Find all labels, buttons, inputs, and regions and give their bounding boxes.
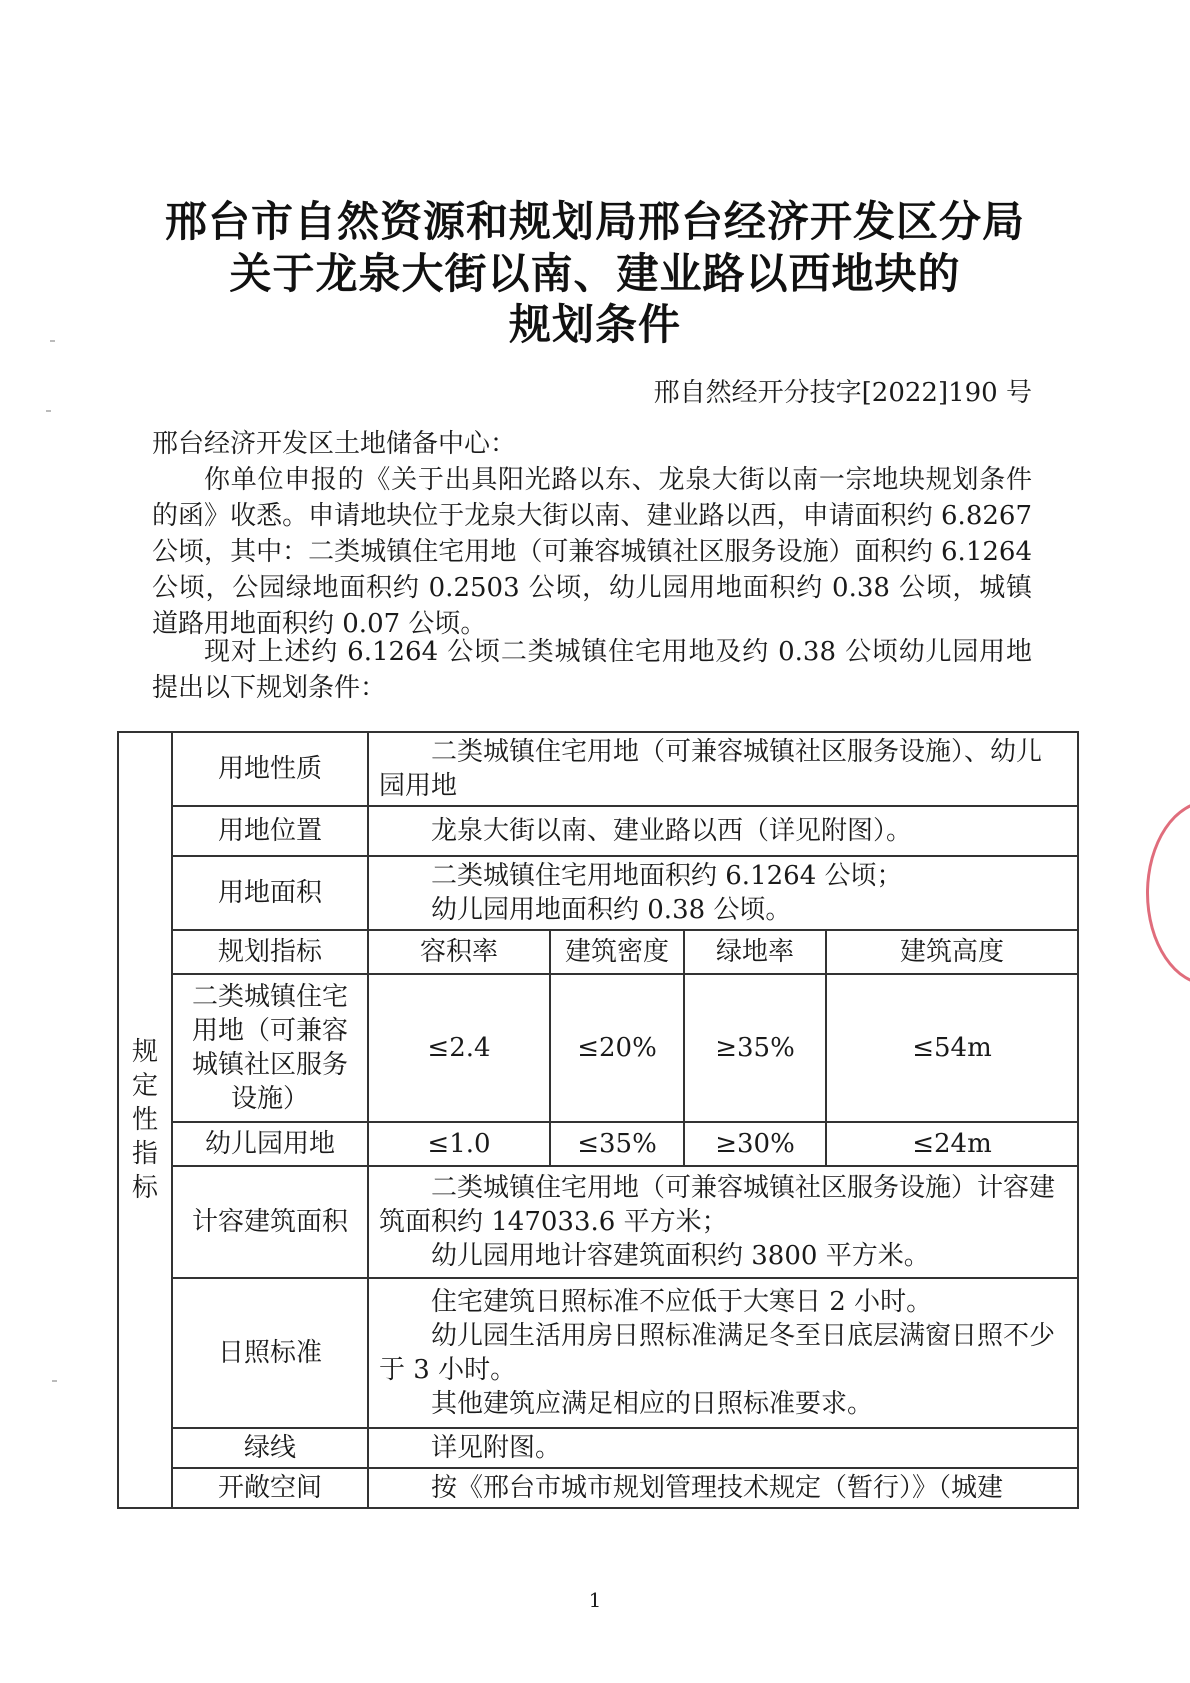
kindergarten-label: 幼儿园用地 xyxy=(172,1122,368,1166)
residential-density: ≤20% xyxy=(550,974,684,1122)
land-use-label: 用地性质 xyxy=(172,732,368,806)
location-value: 龙泉大街以南、建业路以西（详见附图）。 xyxy=(368,806,1078,856)
header-density: 建筑密度 xyxy=(550,930,684,974)
paragraph-1: 你单位申报的《关于出具阳光路以东、龙泉大街以南一宗地块规划条件的函》收悉。申请地块位于龙泉大街以南、建业路以西，申请面积约 6.8267 公顷，其中：二类城镇住宅用地（可兼容城镇社区服务设施）面积约 6.1264 公顷，公园绿地面积约 0.2503 公顷，幼儿园用地面积约 0.38 公顷，城镇道路用地面积约 0.07 公顷。 xyxy=(152,465,1032,639)
row-kindergarten xyxy=(118,1122,1078,1166)
openspace-value: 按《邢台市城市规划管理技术规定（暂行）》（城建 xyxy=(368,1468,1078,1508)
document-number: 邢自然经开分技字[2022]190 号 xyxy=(653,378,1032,408)
planning-conditions-table xyxy=(117,731,1079,1509)
sunlight-label: 日照标准 xyxy=(172,1278,368,1428)
scan-speck xyxy=(52,1380,57,1382)
kindergarten-height: ≤24m xyxy=(826,1122,1078,1166)
title-line-2: 关于龙泉大街以南、建业路以西地块的 xyxy=(229,249,961,298)
row-area xyxy=(118,856,1078,930)
row-land-use xyxy=(118,732,1078,806)
sunlight-value: 住宅建筑日照标准不应低于大寒日 2 小时。 幼儿园生活用房日照标准满足冬至日底层满窗日照不少于 3 小时。 其他建筑应满足相应的日照标准要求。 xyxy=(368,1278,1078,1428)
paragraph-2: 现对上述约 6.1264 公顷二类城镇住宅用地及约 0.38 公顷幼儿园用地提出以下规划条件： xyxy=(152,637,1032,703)
title-line-1: 邢台市自然资源和规划局邢台经济开发区分局 xyxy=(164,197,1025,246)
row-floor-area xyxy=(118,1166,1078,1278)
residential-far: ≤2.4 xyxy=(368,974,550,1122)
side-label: 规 定 性 指 标 xyxy=(118,732,172,1508)
land-use-value: 二类城镇住宅用地（可兼容城镇社区服务设施）、幼儿园用地 xyxy=(368,732,1078,806)
row-openspace xyxy=(118,1468,1078,1508)
row-residential xyxy=(118,974,1078,1122)
header-height: 建筑高度 xyxy=(826,930,1078,974)
greenline-value: 详见附图。 xyxy=(368,1428,1078,1468)
header-far: 容积率 xyxy=(368,930,550,974)
row-indicator-header xyxy=(118,930,1078,974)
red-seal-stamp xyxy=(1146,800,1190,986)
kindergarten-green-ratio: ≥30% xyxy=(684,1122,826,1166)
location-label: 用地位置 xyxy=(172,806,368,856)
row-sunlight xyxy=(118,1278,1078,1428)
page-number: 1 xyxy=(588,1588,602,1612)
greenline-label: 绿线 xyxy=(172,1428,368,1468)
residential-height: ≤54m xyxy=(826,974,1078,1122)
floor-area-label: 计容建筑面积 xyxy=(172,1166,368,1278)
header-green-ratio: 绿地率 xyxy=(684,930,826,974)
indicator-label: 规划指标 xyxy=(172,930,368,974)
residential-label: 二类城镇住宅用地（可兼容城镇社区服务设施） xyxy=(172,974,368,1122)
scan-speck xyxy=(46,410,51,412)
addressee: 邢台经济开发区土地储备中心： xyxy=(152,429,517,459)
kindergarten-density: ≤35% xyxy=(550,1122,684,1166)
area-label: 用地面积 xyxy=(172,856,368,930)
area-value: 二类城镇住宅用地面积约 6.1264 公顷； 幼儿园用地面积约 0.38 公顷。 xyxy=(368,856,1078,930)
residential-green-ratio: ≥35% xyxy=(684,974,826,1122)
scan-speck xyxy=(50,340,55,342)
floor-area-value: 二类城镇住宅用地（可兼容城镇社区服务设施）计容建筑面积约 147033.6 平方米； 幼儿园用地计容建筑面积约 3800 平方米。 xyxy=(368,1166,1078,1278)
row-location xyxy=(118,806,1078,856)
openspace-label: 开敞空间 xyxy=(172,1468,368,1508)
row-greenline xyxy=(118,1428,1078,1468)
title-line-3: 规划条件 xyxy=(508,300,681,349)
kindergarten-far: ≤1.0 xyxy=(368,1122,550,1166)
